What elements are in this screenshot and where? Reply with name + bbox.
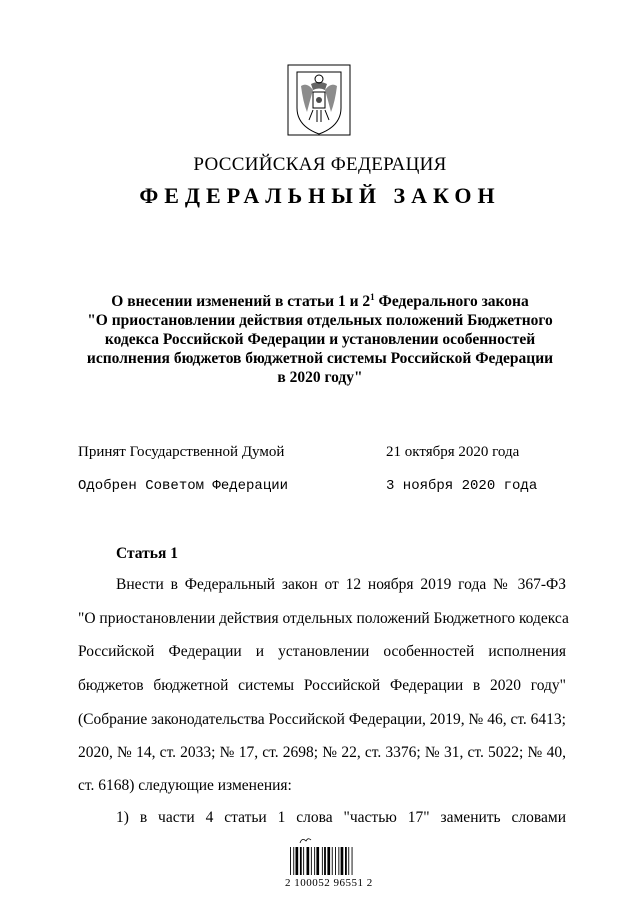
law-title-line-1-post: Федерального закона bbox=[374, 293, 529, 310]
barcode-bar bbox=[338, 847, 339, 875]
article-line-1: Внести в Федеральный закон от 12 ноября 2019 года № 367-ФЗ bbox=[116, 576, 566, 593]
barcode-bar bbox=[300, 847, 302, 875]
article-line-7: ст. 6168) следующие изменения: bbox=[78, 777, 292, 794]
barcode-bar bbox=[311, 847, 312, 875]
article-line-3: Российской Федерации и установлении особенностей исполнения bbox=[78, 643, 566, 660]
article-line-8: 1) в части 4 статьи 1 слова "частью 17" заменить словами bbox=[116, 809, 566, 826]
barcode-bar bbox=[314, 847, 315, 875]
barcode-bar bbox=[293, 847, 294, 875]
article-line-2: "О приостановлении действия отдельных положений Бюджетного кодекса bbox=[78, 610, 569, 627]
law-title-superscript: 1 bbox=[370, 291, 375, 302]
approved-date: 3 ноября 2020 года bbox=[386, 478, 538, 494]
barcode-bar bbox=[332, 847, 333, 875]
article-line-4: бюджетов бюджетной системы Российской Федерации в 2020 году" bbox=[78, 677, 566, 694]
barcode-bar bbox=[345, 847, 347, 875]
law-title-line-2: "О приостановлении действия отдельных положений Бюджетного bbox=[87, 312, 553, 329]
article-line-6: 2020, № 14, ст. 2033; № 17, ст. 2698; № 22, ст. 3376; № 31, ст. 5022; № 40, bbox=[78, 744, 566, 761]
law-title-line-1-pre: О внесении изменений в статьи 1 и 2 bbox=[111, 293, 371, 310]
barcode-bar bbox=[307, 847, 310, 875]
barcode-bar bbox=[341, 847, 344, 875]
barcode-bar bbox=[296, 847, 299, 875]
barcode-bar bbox=[316, 847, 319, 875]
law-type-heading: ФЕДЕРАЛЬНЫЙ ЗАКОН bbox=[139, 183, 501, 208]
law-title bbox=[60, 292, 580, 387]
law-title-line-5: в 2020 году" bbox=[277, 369, 363, 386]
barcode-bar bbox=[335, 847, 336, 875]
barcode-bar bbox=[327, 847, 330, 875]
barcode-bar bbox=[290, 847, 291, 875]
law-title-line-1 bbox=[60, 292, 580, 311]
barcode-number: 2 100052 96551 2 bbox=[285, 877, 373, 889]
country-heading: РОССИЙСКАЯ ФЕДЕРАЦИЯ bbox=[193, 154, 447, 175]
barcode-bar bbox=[352, 847, 353, 875]
law-title-line-3: кодекса Российской Федерации и установлении особенностей bbox=[104, 331, 536, 348]
barcode-bar bbox=[322, 847, 323, 875]
article-heading: Статья 1 bbox=[116, 545, 178, 562]
approved-label: Одобрен Советом Федерации bbox=[78, 478, 289, 494]
coat-of-arms-emblem bbox=[287, 64, 351, 136]
barcode-bars bbox=[290, 847, 353, 875]
article-line-5: (Собрание законодательства Российской Федерации, 2019, № 46, ст. 6413; bbox=[78, 711, 566, 728]
law-title-line-4: исполнения бюджетов бюджетной системы Российской Федерации bbox=[86, 350, 554, 367]
barcode-bar bbox=[303, 847, 304, 875]
adopted-label: Принят Государственной Думой bbox=[78, 444, 285, 460]
barcode-bar bbox=[348, 847, 349, 875]
barcode-bar bbox=[324, 847, 326, 875]
adopted-date: 21 октября 2020 года bbox=[386, 444, 520, 460]
